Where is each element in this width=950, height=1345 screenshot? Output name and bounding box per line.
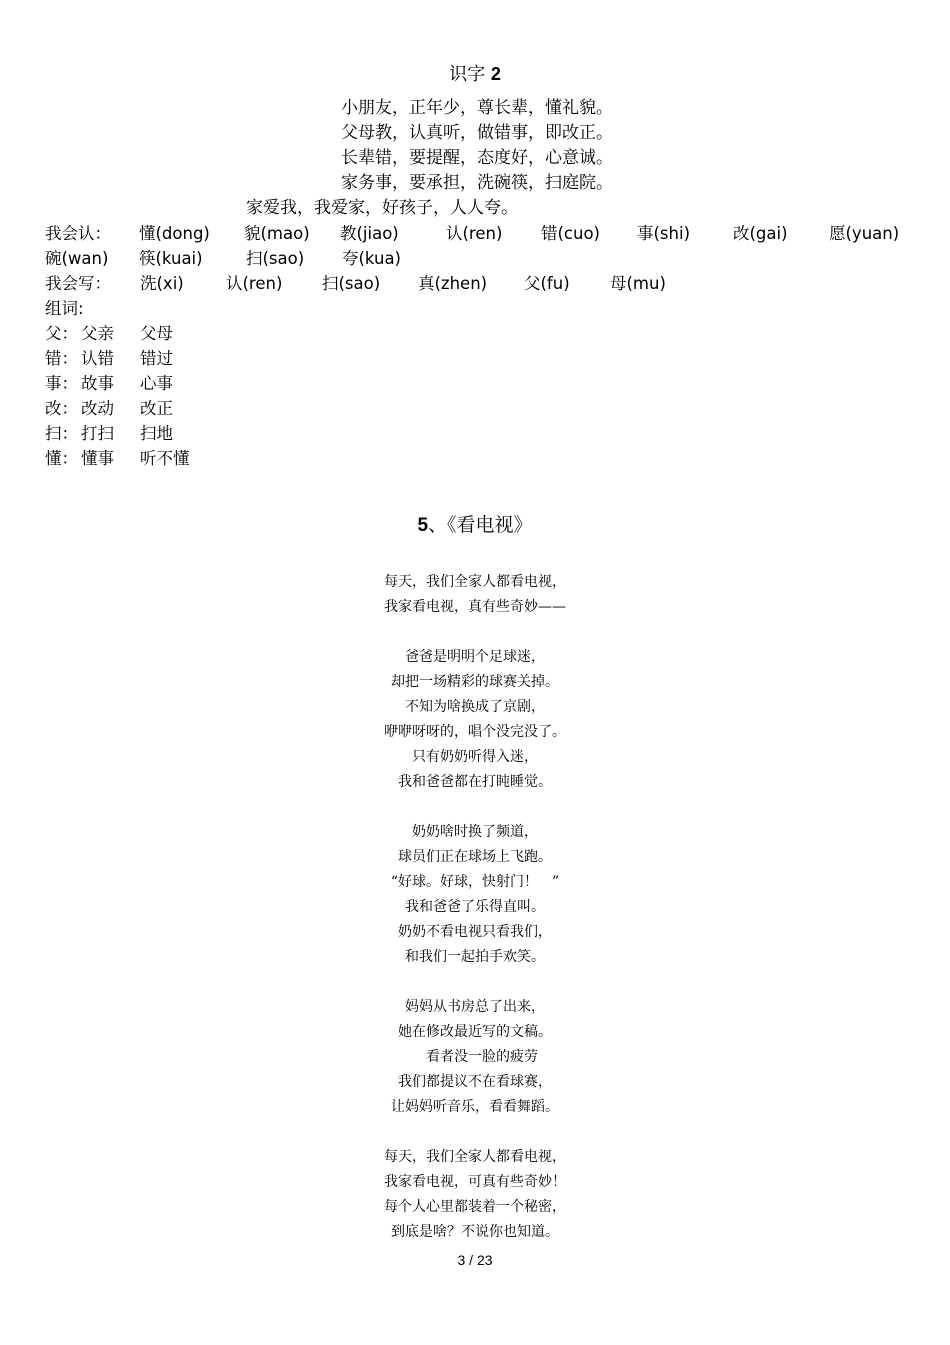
write-item: 扫(sao) <box>322 274 381 293</box>
word-row <box>0 346 400 371</box>
poem-line: 我们都提议不在看球赛， <box>398 1074 552 1090</box>
poem-stanza <box>0 1145 950 1245</box>
recognize-item: 愿(yuan) <box>829 224 900 243</box>
poem-line: 爸爸是明明个足球迷， <box>405 649 545 665</box>
word-char: 错： <box>45 349 78 368</box>
word-row <box>0 321 400 346</box>
poem-line: 让妈妈听音乐，看看舞蹈。 <box>391 1099 559 1115</box>
poem-line: 我和爸爸了乐得直叫。 <box>405 899 545 915</box>
poem-stanza <box>0 820 950 970</box>
verse-line: 父母教，认真听，做错事，即改正。 <box>341 123 613 143</box>
word-2: 错过 <box>140 349 173 368</box>
recognize-item: 教(jiao) <box>340 224 399 243</box>
write-row <box>0 271 950 296</box>
word-1: 打扫 <box>81 424 114 443</box>
recognize-item: 夸(kua) <box>342 249 401 268</box>
word-row <box>0 371 400 396</box>
poem-number: 5 <box>417 515 429 536</box>
recognize-item: 貌(mao) <box>244 224 310 243</box>
poem-line: 每天，我们全家人都看电视， <box>384 574 566 590</box>
poem-line: 奶奶不看电视只看我们， <box>398 924 552 940</box>
words-label: 组词: <box>45 299 84 318</box>
recognize-label: 我会认： <box>45 224 111 243</box>
write-item: 真(zhen) <box>418 274 488 293</box>
write-item: 认(ren) <box>226 274 283 293</box>
word-2: 父母 <box>140 324 173 343</box>
poem-stanza <box>0 645 950 795</box>
poem-line: “好球。好球，快射门！ ” <box>390 874 560 890</box>
section-title-shizi <box>0 60 950 86</box>
word-1: 认错 <box>81 349 114 368</box>
poem-line: 我和爸爸都在打盹睡觉。 <box>398 774 552 790</box>
word-1: 改动 <box>81 399 114 418</box>
recognize-item: 筷(kuai) <box>139 249 203 268</box>
verse-line: 长辈错，要提醒，态度好，心意诚。 <box>341 148 613 168</box>
poem-body <box>0 570 950 1245</box>
poem-line: 咿咿呀呀的，唱个没完没了。 <box>384 724 566 740</box>
word-1: 故事 <box>81 374 114 393</box>
page-number: 3 / 23 <box>457 1252 493 1268</box>
poem-line: 只有奶奶听得入迷， <box>412 749 538 765</box>
word-2: 心事 <box>140 374 173 393</box>
poem-line: 和我们一起拍手欢笑。 <box>405 949 545 965</box>
recognize-item: 认(ren) <box>446 224 503 243</box>
poem-line: 到底是啥？不说你也知道。 <box>391 1224 559 1240</box>
word-char: 懂： <box>45 449 78 468</box>
poem-line: 奶奶啥时换了频道， <box>412 824 538 840</box>
word-row <box>0 396 400 421</box>
recognize-item: 改(gai) <box>733 224 788 243</box>
recognize-item: 事(shi) <box>637 224 691 243</box>
poem-line: 不知为啥换成了京剧， <box>405 699 545 715</box>
poem-title-text: 、《看电视》 <box>428 514 533 536</box>
poem-line: 看者没一脸的疲劳 <box>412 1049 538 1065</box>
word-row <box>0 421 400 446</box>
poem-line: 我家看电视，真有些奇妙—— <box>384 599 566 615</box>
section-title-word: 识字 <box>449 64 486 85</box>
recognize-item: 懂(dong) <box>139 224 210 243</box>
word-1: 父亲 <box>81 324 114 343</box>
word-row <box>0 446 400 471</box>
write-item: 母(mu) <box>610 274 666 293</box>
poem-line: 我家看电视，可真有些奇妙！ <box>384 1174 566 1190</box>
verse-line: 家务事，要承担，洗碗筷，扫庭院。 <box>341 173 613 193</box>
write-label: 我会写： <box>45 274 111 293</box>
section-title-number: 2 <box>490 64 501 84</box>
word-2: 扫地 <box>140 424 173 443</box>
poem-line: 却把一场精彩的球赛关掉。 <box>391 674 559 690</box>
word-char: 事： <box>45 374 78 393</box>
poem-title <box>0 510 950 537</box>
word-char: 父： <box>45 324 78 343</box>
word-2: 改正 <box>140 399 173 418</box>
verse-line: 小朋友，正年少，尊长辈，懂礼貌。 <box>341 98 613 118</box>
poem-line: 球员们正在球场上飞跑。 <box>398 849 552 865</box>
word-1: 懂事 <box>81 449 114 468</box>
verse-block <box>341 96 613 196</box>
poem-line: 每天，我们全家人都看电视， <box>384 1149 566 1165</box>
verse-line: 家爱我，我爱家，好孩子，人人夸。 <box>246 198 518 218</box>
poem-stanza <box>0 995 950 1120</box>
write-item: 父(fu) <box>524 274 570 293</box>
recognize-item: 碗(wan) <box>45 249 109 268</box>
recognize-row-1 <box>0 221 950 246</box>
word-2: 听不懂 <box>140 449 190 468</box>
word-char: 改： <box>45 399 78 418</box>
recognize-row-2 <box>0 246 950 271</box>
recognize-item: 扫(sao) <box>246 249 305 268</box>
poem-stanza <box>0 570 950 620</box>
poem-line: 每个人心里都装着一个秘密， <box>384 1199 566 1215</box>
poem-line: 她在修改最近写的文稿。 <box>398 1024 552 1040</box>
word-char: 扫： <box>45 424 78 443</box>
recognize-item: 错(cuo) <box>541 224 600 243</box>
poem-line: 妈妈从书房总了出来， <box>405 999 545 1015</box>
write-item: 洗(xi) <box>140 274 184 293</box>
